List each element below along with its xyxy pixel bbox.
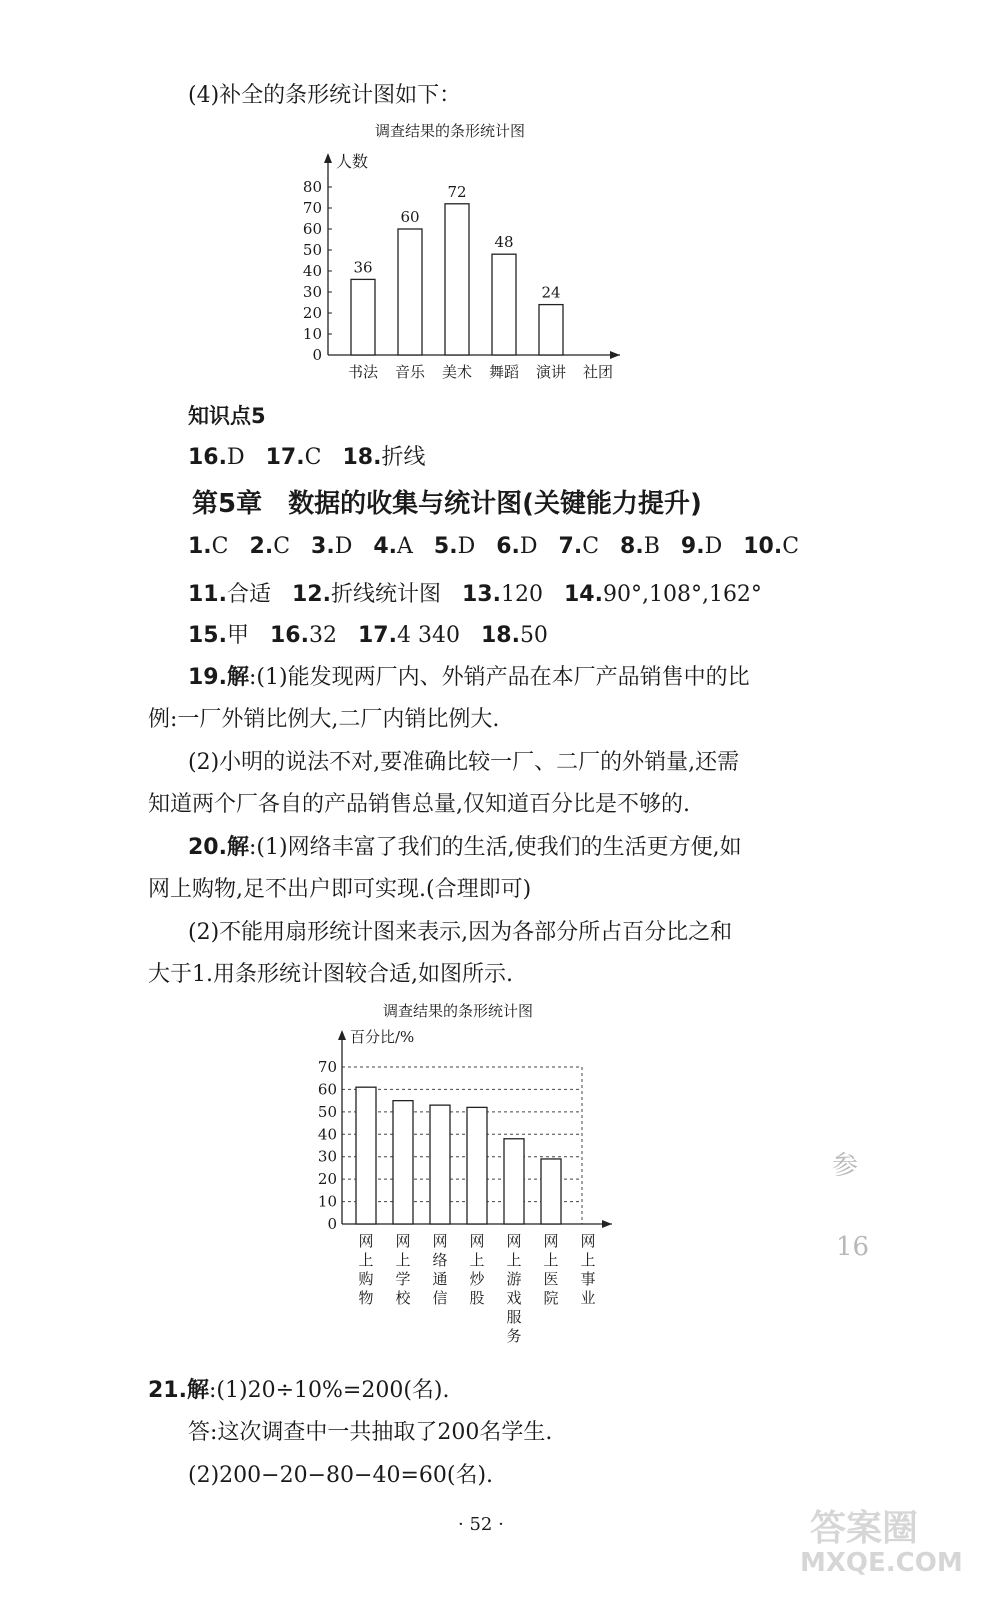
answer-11: 11.合适 [188, 582, 271, 607]
chart1-caption: 调查结果的条形统计图 [375, 122, 526, 140]
answers-row-2 [188, 577, 776, 608]
q21-line3: (2)200−20−80−40=60(名). [188, 1463, 494, 1488]
answer-12: 12.折线统计图 [292, 582, 441, 607]
q19-line4: 知道两个厂各自的产品销售总量,仅知道百分比是不够的. [148, 792, 690, 817]
answer-6: 6.D [496, 534, 538, 559]
data-label: 36 [353, 258, 373, 277]
bar-网上医院 [541, 1159, 561, 1224]
chart2-bar-chart [300, 1022, 640, 1352]
y-axis-arrow [324, 153, 332, 163]
y-tick-label: 30 [317, 1147, 337, 1166]
data-label: 48 [494, 233, 514, 252]
y-tick-label: 60 [302, 220, 322, 238]
answer-17b: 17.4 340 [357, 623, 460, 648]
chapter-title: 第5章 数据的收集与统计图(关键能力提升) [192, 489, 702, 519]
bar-书法 [351, 279, 375, 355]
x-axis-label: 网上事业 [580, 1232, 596, 1307]
category-label: 网上学校 [395, 1232, 411, 1307]
y-tick-label: 60 [317, 1080, 337, 1099]
answer-15: 15.甲 [188, 623, 249, 648]
bar-网上炒股 [467, 1107, 487, 1224]
q19-line2: 例:一厂外销比例大,二厂内销比例大. [148, 707, 500, 732]
x-axis-arrow [610, 351, 620, 359]
answer-4: 4.A [373, 534, 413, 559]
watermark-logo: 答案圈 [810, 1508, 919, 1549]
y-tick-label: 20 [302, 304, 322, 322]
bar-网上游戏服务 [504, 1139, 524, 1224]
q20-line2: 网上购物,足不出户即可实现.(合理即可) [148, 877, 532, 902]
category-label: 网上购物 [358, 1232, 374, 1307]
answer-13: 13.120 [462, 582, 543, 607]
category-label: 网上医院 [543, 1232, 559, 1307]
margin-char-top: 参 [832, 1151, 859, 1181]
answers-row-3 [188, 618, 562, 649]
answer-17: 17.C [265, 445, 322, 470]
y-tick-label: 80 [302, 178, 322, 196]
y-tick-label: 70 [302, 199, 322, 217]
q20-line1: 20.解:(1)网络丰富了我们的生活,使我们的生活更方便,如 [188, 835, 742, 860]
answer-3: 3.D [311, 534, 353, 559]
y-tick-label: 10 [317, 1192, 337, 1211]
answer-18: 18.折线 [342, 445, 426, 470]
answer-8: 8.B [620, 534, 660, 559]
chart2-caption: 调查结果的条形统计图 [383, 1002, 534, 1020]
y-tick-label: 20 [317, 1170, 337, 1189]
answer-16: 16.D [188, 445, 245, 470]
bar-舞蹈 [492, 254, 516, 355]
margin-char-bottom: 16 [836, 1232, 870, 1262]
y-tick-label: 40 [302, 262, 322, 280]
watermark-url: MXQE.COM [800, 1548, 963, 1578]
category-label: 演讲 [535, 363, 567, 381]
y-tick-label: 40 [317, 1125, 337, 1144]
y-tick-label: 50 [317, 1102, 337, 1121]
y-tick-label: 10 [302, 325, 322, 343]
y-tick-label: 70 [317, 1058, 337, 1076]
category-label: 美术 [441, 363, 473, 381]
y-axis-arrow [338, 1030, 346, 1040]
category-label: 网络通信 [432, 1232, 448, 1307]
category-label: 网上炒股 [469, 1232, 485, 1307]
kp5-answer-row [188, 440, 439, 471]
category-label: 音乐 [394, 363, 426, 381]
bar-音乐 [398, 229, 422, 355]
bar-网上学校 [393, 1101, 413, 1224]
chart1-bar-chart [290, 145, 650, 395]
answer-18b: 18.50 [480, 623, 548, 648]
answer-2: 2.C [249, 534, 291, 559]
data-label: 60 [400, 208, 420, 226]
answer-5: 5.D [433, 534, 476, 559]
y-tick-label: 0 [327, 1215, 337, 1233]
category-label: 舞蹈 [488, 363, 520, 381]
page-number: · 52 · [458, 1514, 504, 1535]
answers-row-1 [188, 534, 813, 559]
answer-1: 1.C [188, 534, 229, 559]
answer-14: 14.90°,108°,162° [563, 582, 762, 607]
q19-line3: (2)小明的说法不对,要准确比较一厂、二厂的外销量,还需 [188, 750, 740, 775]
data-label: 24 [541, 283, 561, 302]
q21-line1: 21.解:(1)20÷10%=200(名). [148, 1378, 450, 1403]
bar-网上购物 [356, 1087, 376, 1224]
y-axis-label: 人数 [336, 152, 369, 171]
bar-网络通信 [430, 1105, 450, 1224]
knowledge-point-heading: 知识点5 [188, 404, 266, 428]
bar-演讲 [539, 305, 563, 355]
category-label: 书法 [347, 363, 379, 381]
category-label: 网上游戏服务 [506, 1232, 522, 1345]
q20-line3: (2)不能用扇形统计图来表示,因为各部分所占百分比之和 [188, 920, 733, 945]
x-axis-label: 社团 [582, 363, 614, 381]
q21-line2: 答:这次调查中一共抽取了200名学生. [188, 1420, 553, 1445]
y-tick-label: 30 [302, 283, 322, 301]
y-axis-label: 百分比/% [350, 1028, 415, 1046]
section-intro-line: (4)补全的条形统计图如下： [188, 83, 462, 108]
answer-9: 9.D [680, 534, 723, 559]
q19-line1: 19.解:(1)能发现两厂内、外销产品在本厂产品销售中的比 [188, 665, 750, 690]
answer-16b: 16.32 [270, 623, 337, 648]
y-tick-label: 0 [312, 346, 322, 364]
q20-line4: 大于1.用条形统计图较合适,如图所示. [148, 962, 513, 987]
x-axis-arrow [602, 1220, 612, 1228]
bar-美术 [445, 204, 469, 355]
data-label: 72 [447, 182, 467, 201]
answer-7: 7.C [558, 534, 600, 559]
y-tick-label: 50 [302, 241, 322, 259]
answer-10: 10.C [743, 534, 800, 559]
